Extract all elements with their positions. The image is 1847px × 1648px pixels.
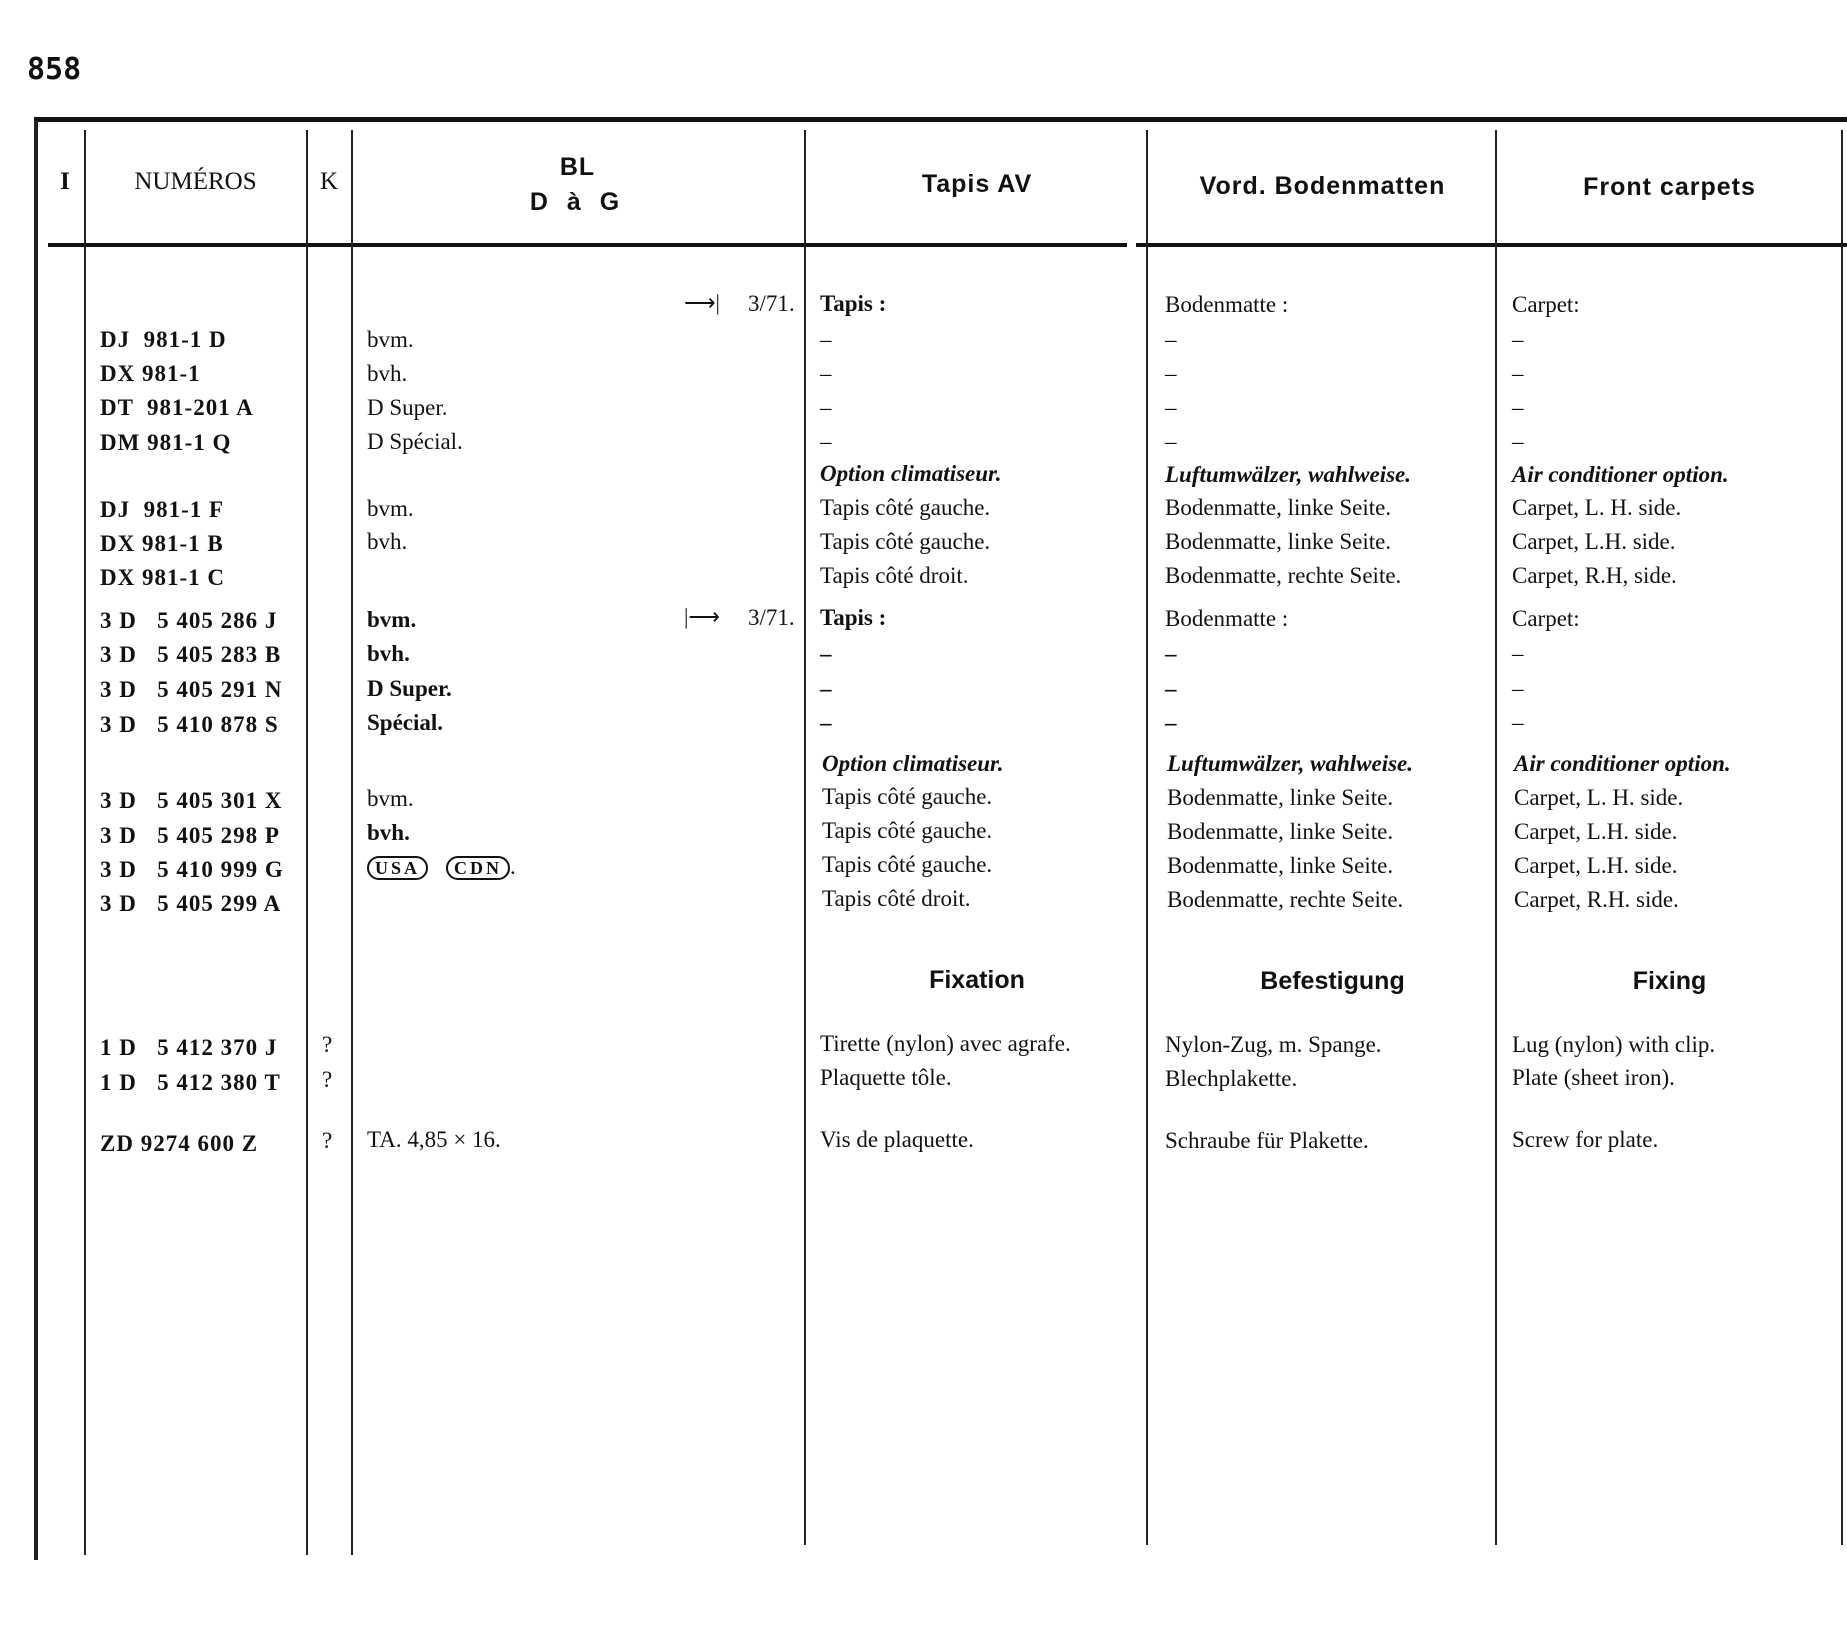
cell-k: ? — [322, 1128, 333, 1153]
cell-de: Bodenmatte, linke Seite. — [1165, 529, 1392, 554]
cell-num: 1 D 5 412 370 J — [100, 1035, 278, 1060]
cell-num: 3 D 5 410 999 G — [100, 857, 284, 882]
col-line-left-border — [34, 120, 38, 1560]
cell-en: Carpet: — [1512, 606, 1580, 631]
cell-bl: bvh. — [367, 641, 410, 666]
date-marker-1: 3/71. — [748, 291, 795, 316]
cell-num: DT 981-201 A — [100, 395, 254, 420]
cell-num: DX 981-1 B — [100, 531, 224, 556]
cell-de: Bodenmatte : — [1165, 606, 1289, 631]
cell-en-option: Air conditioner option. — [1514, 751, 1731, 776]
cell-num: 3 D 5 405 291 N — [100, 677, 283, 702]
cell-bl: bvh. — [367, 529, 408, 554]
cell-de: – — [1165, 641, 1177, 666]
col-line-fr — [1146, 130, 1148, 1545]
cell-bl: bvh. — [367, 820, 410, 845]
cell-num: DJ 981-1 F — [100, 497, 225, 522]
cell-fr: – — [820, 710, 832, 735]
cell-fr: Tapis côté gauche. — [820, 495, 991, 520]
cell-num: ZD 9274 600 Z — [100, 1131, 259, 1156]
cell-de: Bodenmatte, linke Seite. — [1167, 819, 1394, 844]
cell-de: Bodenmatte, linke Seite. — [1167, 853, 1394, 878]
start-arrow-icon: ⟶| — [684, 290, 720, 315]
section-befestigung: Befestigung — [1260, 967, 1405, 995]
cell-fr: – — [820, 429, 832, 454]
cell-de: Schraube für Plakette. — [1165, 1128, 1369, 1153]
cell-num: 1 D 5 412 380 T — [100, 1070, 281, 1095]
header-i: I — [60, 168, 70, 195]
header-bl-side: D à G — [529, 188, 626, 216]
cell-de: Bodenmatte, rechte Seite. — [1167, 887, 1404, 912]
cell-bl: TA. 4,85 × 16. — [367, 1127, 501, 1152]
header-de: Vord. Bodenmatten — [1199, 172, 1446, 200]
header-rule-left — [48, 243, 796, 247]
header-rule-right — [1136, 243, 1847, 247]
cell-fr: – — [820, 676, 832, 701]
cell-k: ? — [322, 1032, 333, 1057]
end-arrow-icon: |⟶ — [684, 604, 720, 629]
col-line-i — [84, 130, 86, 1555]
cell-num: 3 D 5 405 299 A — [100, 891, 282, 916]
col-line-k — [351, 130, 353, 1555]
cell-bl: bvh. — [367, 361, 408, 386]
cell-num: DX 981-1 C — [100, 565, 225, 590]
header-rule-mid — [792, 243, 1127, 247]
cell-fr: – — [820, 395, 832, 420]
cell-en: – — [1512, 641, 1524, 666]
header-numeros: NUMÉROS — [134, 168, 257, 195]
country-badges — [367, 853, 516, 881]
header-bl: BL — [559, 153, 596, 181]
cell-de-option: Luftumwälzer, wahlweise. — [1167, 751, 1414, 776]
cdn-badge: CDN — [446, 856, 510, 880]
cell-fr-option: Option climatiseur. — [820, 461, 1002, 486]
cell-fr: Plaquette tôle. — [820, 1065, 952, 1090]
cell-en: Carpet, L.H. side. — [1512, 529, 1676, 554]
cell-en-option: Air conditioner option. — [1512, 462, 1729, 487]
cell-en: Carpet, R.H. side. — [1514, 887, 1679, 912]
cell-en: Carpet, L. H. side. — [1514, 785, 1684, 810]
cell-bl: bvm. — [367, 607, 417, 632]
cell-fr: – — [820, 641, 832, 666]
cell-fr: Tapis : — [820, 605, 887, 630]
cell-de: Bodenmatte, linke Seite. — [1165, 495, 1392, 520]
cell-num: 3 D 5 410 878 S — [100, 712, 279, 737]
cell-de: – — [1165, 710, 1177, 735]
cell-fr-option: Option climatiseur. — [822, 751, 1004, 776]
col-line-en — [1841, 130, 1843, 1545]
cell-de: – — [1165, 395, 1177, 420]
cell-num: 3 D 5 405 283 B — [100, 642, 282, 667]
cell-de: Nylon-Zug, m. Spange. — [1165, 1032, 1382, 1057]
header-fr: Tapis AV — [921, 170, 1033, 198]
section-fixing: Fixing — [1632, 967, 1707, 995]
cell-num: DX 981-1 — [100, 361, 201, 386]
cell-en: – — [1512, 429, 1524, 454]
cell-bl: Spécial. — [367, 710, 444, 735]
header-en: Front carpets — [1583, 173, 1756, 201]
cell-fr: Tapis côté gauche. — [822, 818, 993, 843]
cell-en: – — [1512, 710, 1524, 735]
cell-fr: Tapis côté gauche. — [822, 784, 993, 809]
cell-k: ? — [322, 1067, 333, 1092]
cell-fr: Tapis : — [820, 291, 887, 316]
section-fixation: Fixation — [929, 966, 1025, 994]
usa-badge: USA — [367, 856, 428, 880]
cell-de: Bodenmatte : — [1165, 292, 1289, 317]
badge-suffix: . — [510, 854, 516, 879]
cell-fr: Tapis côté gauche. — [820, 529, 991, 554]
cell-bl: D Spécial. — [367, 429, 463, 454]
cell-en: Carpet, L.H. side. — [1514, 853, 1678, 878]
cell-de: – — [1165, 676, 1177, 701]
cell-fr: Tapis côté droit. — [822, 886, 971, 911]
cell-bl: D Super. — [367, 676, 452, 701]
cell-en: – — [1512, 395, 1524, 420]
cell-bl: bvm. — [367, 327, 414, 352]
cell-en: Carpet, R.H, side. — [1512, 563, 1677, 588]
cell-bl: D Super. — [367, 395, 448, 420]
cell-de: – — [1165, 361, 1177, 386]
cell-en: Carpet, L. H. side. — [1512, 495, 1682, 520]
col-line-numeros — [306, 130, 308, 1555]
cell-en: – — [1512, 676, 1524, 701]
page-number: 858 — [27, 52, 82, 87]
cell-fr: – — [820, 327, 832, 352]
cell-fr: Vis de plaquette. — [820, 1127, 974, 1152]
cell-fr: Tapis côté droit. — [820, 563, 969, 588]
cell-en: – — [1512, 327, 1524, 352]
cell-en: – — [1512, 361, 1524, 386]
cell-de: Blechplakette. — [1165, 1066, 1298, 1091]
col-line-bl — [804, 130, 806, 1545]
cell-num: 3 D 5 405 298 P — [100, 823, 280, 848]
cell-de: Bodenmatte, linke Seite. — [1167, 785, 1394, 810]
cell-de: – — [1165, 429, 1177, 454]
cell-bl: bvm. — [367, 496, 414, 521]
cell-fr: Tapis côté gauche. — [822, 852, 993, 877]
cell-num: 3 D 5 405 286 J — [100, 608, 278, 633]
cell-de: Bodenmatte, rechte Seite. — [1165, 563, 1402, 588]
date-marker-2: 3/71. — [748, 605, 795, 630]
cell-en: Carpet, L.H. side. — [1514, 819, 1678, 844]
header-k: K — [319, 168, 339, 195]
col-line-de — [1495, 130, 1497, 1545]
cell-fr: – — [820, 361, 832, 386]
cell-en: Lug (nylon) with clip. — [1512, 1032, 1716, 1057]
cell-num: DJ 981-1 D — [100, 327, 227, 352]
cell-de-option: Luftumwälzer, wahlweise. — [1165, 462, 1412, 487]
cell-de: – — [1165, 327, 1177, 352]
top-rule — [34, 117, 1847, 122]
cell-fr: Tirette (nylon) avec agrafe. — [820, 1031, 1071, 1056]
cell-en: Carpet: — [1512, 292, 1580, 317]
cell-num: DM 981-1 Q — [100, 430, 232, 455]
cell-en: Plate (sheet iron). — [1512, 1065, 1675, 1090]
cell-en: Screw for plate. — [1512, 1127, 1659, 1152]
cell-num: 3 D 5 405 301 X — [100, 788, 283, 813]
cell-bl: bvm. — [367, 786, 414, 811]
